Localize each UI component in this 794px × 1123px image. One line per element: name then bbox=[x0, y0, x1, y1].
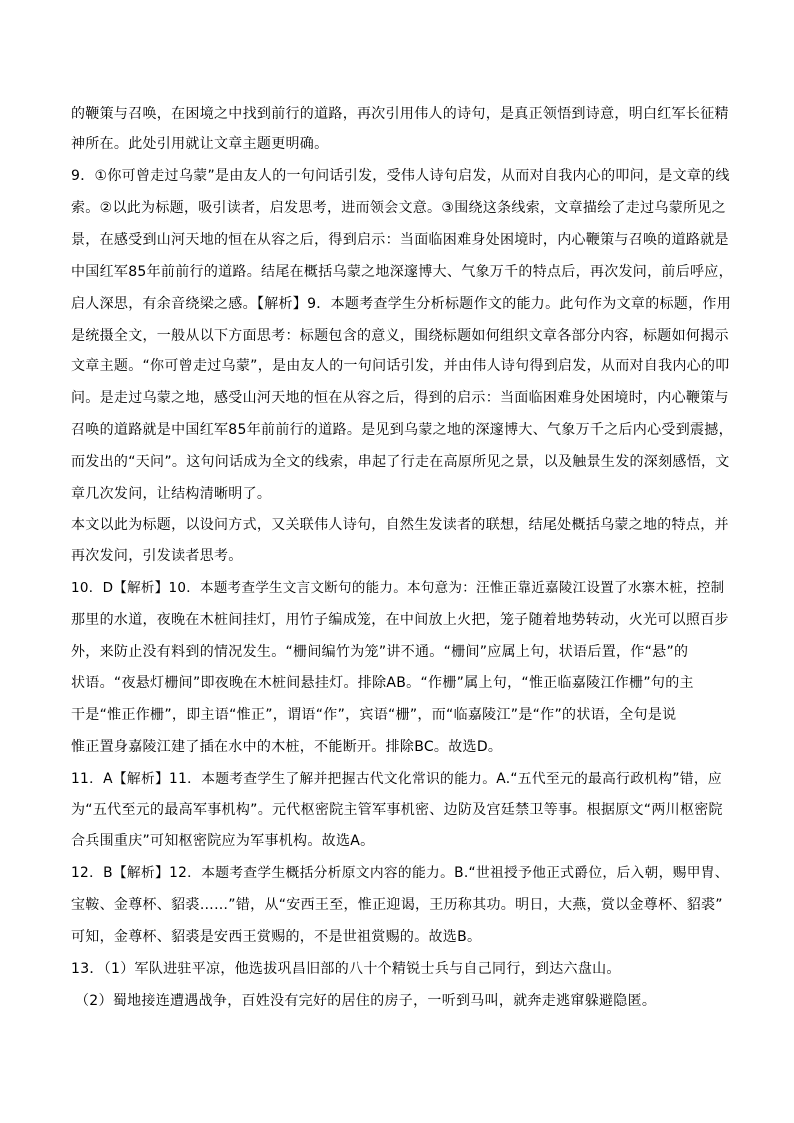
text-line: 13．（1）军队进驻平凉，他选拔巩昌旧部的八十个精锐士兵与自己同行，到达六盘山。 bbox=[71, 961, 621, 977]
text-line: 而发出的“天问”。这句问话成为全文的线索，串起了行走在高原所见之景，以及触景生发的深刻感悟，文 bbox=[71, 454, 730, 470]
text-line: 合兵围重庆”可知枢密院应为军事机构。故选A。 bbox=[71, 833, 375, 849]
text-line: 神所在。此处引用就让文章主题更明确。 bbox=[71, 136, 329, 152]
text-line: 11．A【解析】11．本题考查学生了解并把握古代文化常识的能力。A.“五代至元的最高行政机构”错，应 bbox=[71, 771, 722, 787]
text-line: 外，来防止没有料到的情况发生。“栅间编竹为笼”讲不通。“栅间”应属上句，状语后置，作“悬”的 bbox=[71, 644, 689, 660]
text-line: 本文以此为标题，以设问方式，又关联伟人诗句，自然生发读者的联想，结尾处概括乌蒙之地的特点，并 bbox=[71, 517, 729, 533]
text-line: 宝鞍、金尊杯、貂裘……”错，从“安西王至，惟正迎谒，王历称其功。明日，大燕，赏以金尊杯、貂裘” bbox=[71, 897, 723, 913]
text-line: 景，在感受到山河天地的恒在从容之后，得到启示：当面临困难身处困境时，内心鞭策与召唤的道路就是 bbox=[71, 232, 729, 248]
text-line: 干是“惟正作栅”，即主语“惟正”，谓语“作”，宾语“栅”，而“临嘉陵江”是“作”的状语，全句是说 bbox=[71, 707, 677, 723]
text-line: 章几次发问，让结构清晰明了。 bbox=[71, 486, 272, 502]
text-line: 问。是走过乌蒙之地，感受山河天地的恒在从容之后，得到的启示：当面临困难身处困境时，内心鞭策与 bbox=[71, 390, 729, 406]
text-line: 中国红军85年前前行的道路。结尾在概括乌蒙之地深邃博大、气象万千的特点后，再次发问，前后呼应， bbox=[71, 264, 733, 280]
text-line: 文章主题。“你可曾走过乌蒙”，是由友人的一句问话引发，并由伟人诗句得到启发，从而对自我内心的叩 bbox=[71, 358, 730, 374]
text-line: 可知，金尊杯、貂裘是安西王赏赐的，不是世祖赏赐的。故选B。 bbox=[71, 929, 482, 945]
text-line: 的鞭策与召唤，在困境之中找到前行的道路，再次引用伟人的诗句，是真正领悟到诗意，明白红军长征精 bbox=[71, 106, 729, 122]
text-line: 那里的水道，夜晚在木桩间挂灯，用竹子编成笼，在中间放上火把，笼子随着地势转动，火光可以照百步 bbox=[71, 612, 729, 628]
text-line: 启人深思，有余音绕梁之感。【解析】9．本题考查学生分析标题作文的能力。此句作为文章的标题，作用 bbox=[71, 296, 732, 312]
text-line: 状语。“夜悬灯栅间”即夜晚在木桩间悬挂灯。排除AB。“作栅”属上句，“惟正临嘉陵江作栅”句的主 bbox=[71, 675, 694, 691]
text-line: 再次发问，引发读者思考。 bbox=[71, 548, 243, 564]
text-line: 9．①你可曾走过乌蒙”是由友人的一句问话引发，受伟人诗句启发，从而对自我内心的叩问，是文章的线 bbox=[71, 168, 730, 184]
text-line: 索。②以此为标题，吸引读者，启发思考，进而领会文意。③围绕这条线索，文章描绘了走过乌蒙所见之 bbox=[71, 200, 726, 216]
text-line: （2）蜀地接连遭遇战争，百姓没有完好的居住的房子，一听到马叫，就奔走逃窜躲避隐匿。 bbox=[75, 993, 657, 1009]
text-line: 惟正置身嘉陵江建了插在水中的木桩，不能断开。排除BC。故选D。 bbox=[71, 739, 503, 755]
text-line: 是统摄全文，一般从以下方面思考：标题包含的意义，围绕标题如何组织文章各部分内容，标题如何揭示 bbox=[71, 328, 729, 344]
text-line: 10．D【解析】10．本题考查学生文言文断句的能力。本句意为：汪惟正靠近嘉陵江设置了水寨木桩，控制 bbox=[71, 580, 725, 596]
text-line: 为“五代至元的最高军事机构”。元代枢密院主管军事机密、边防及宫廷禁卫等事。根据原文“两川枢密院 bbox=[71, 802, 723, 818]
text-line: 召唤的道路就是中国红军85年前前行的道路。是见到乌蒙之地的深邃博大、气象万千之后内心受到震撼， bbox=[71, 422, 733, 438]
text-line: 12．B【解析】12．本题考查学生概括分析原文内容的能力。B.“世祖授予他正式爵位，后入朝，赐甲胄、 bbox=[71, 865, 729, 881]
